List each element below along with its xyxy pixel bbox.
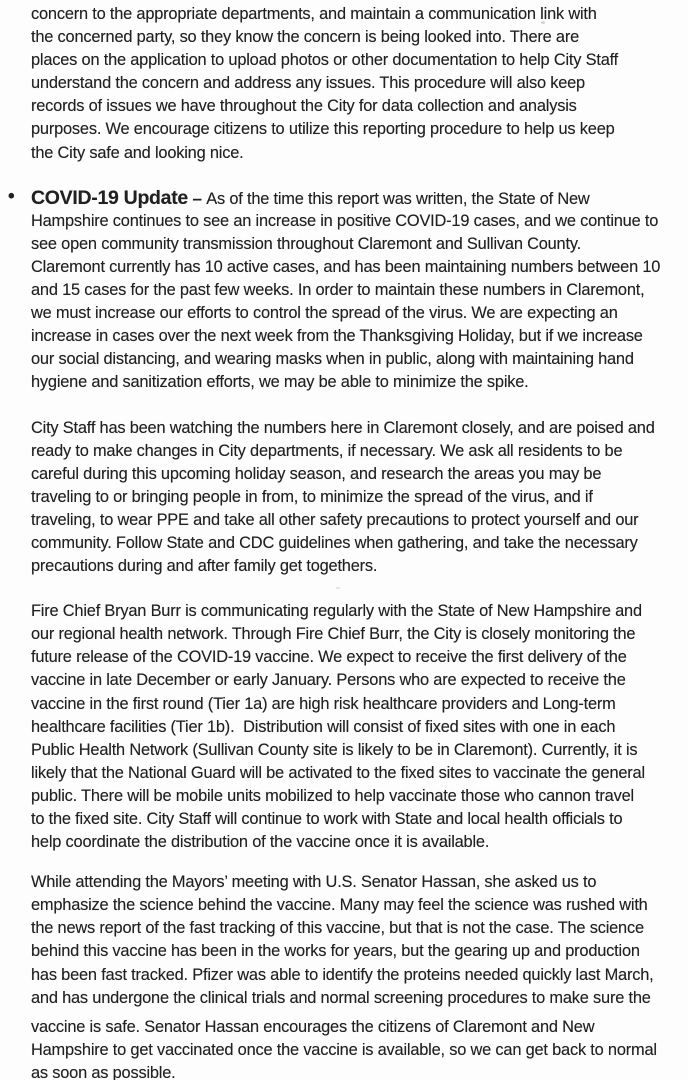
text-line: understand the concern and address any issues. This procedure will also keep bbox=[31, 74, 585, 93]
text-line: our regional health network. Through Fire Chief Burr, the City is closely monitoring the bbox=[31, 625, 636, 644]
covid-update-bullet-paragraph bbox=[8, 185, 686, 395]
text-line: Fire Chief Bryan Burr is communicating regularly with the State of New Hampshire and bbox=[31, 602, 642, 621]
text-line: likely that the National Guard will be activated to the fixed sites to vaccinate the general bbox=[31, 763, 645, 782]
text-line: see open community transmission throughout Claremont and Sullivan County. bbox=[31, 234, 581, 253]
text-line: to the fixed site. City Staff will continue to work with State and local health officials to bbox=[31, 810, 623, 828]
text-line: community. Follow State and CDC guidelines when gathering, and take the necessary bbox=[31, 533, 638, 552]
text-line: records of issues we have throughout the City for data collection and analysis bbox=[31, 97, 577, 116]
text-line: Claremont currently has 10 active cases, and has been maintaining numbers between 10 bbox=[31, 257, 661, 276]
text-line: increase in cases over the next week from the Thanksgiving Holiday, but if we increase bbox=[31, 327, 643, 346]
text-line: healthcare facilities (Tier 1b). Distribution will consist of fixed sites with one in each bbox=[31, 717, 616, 736]
text-line: Hampshire to get vaccinated once the vaccine is available, so we can get back to normal bbox=[31, 1040, 657, 1059]
text-line: traveling to or bringing people in from, to minimize the spread of the virus, and if bbox=[31, 487, 593, 506]
text-line: behind this vaccine has been in the works for years, but the gearing up and production bbox=[31, 942, 640, 961]
text-line: and has undergone the clinical trials and normal screening procedures to make sure the bbox=[31, 988, 651, 1007]
text-line: future release of the COVID-19 vaccine. We expect to receive the first delivery of the bbox=[31, 648, 627, 667]
city-staff-watching-paragraph bbox=[31, 417, 686, 579]
vaccine-distribution-paragraph bbox=[31, 600, 686, 854]
text-line: City Staff has been watching the numbers here in Claremont closely, and are poised and bbox=[31, 418, 655, 437]
text-line: our social distancing, and wearing masks when in public, along with maintaining hand bbox=[31, 350, 634, 369]
bullet-icon: • bbox=[8, 185, 15, 207]
text-line: vaccine in late December or early January. Persons who are expected to receive the bbox=[31, 671, 626, 690]
text-line: Hampshire continues to see an increase in positive COVID-19 cases, and we continue to bbox=[31, 211, 659, 230]
text-line: vaccine in the first round (Tier 1a) are high risk healthcare providers and Long-term bbox=[31, 694, 616, 713]
text-line: While attending the Mayors’ meeting with U.S. Senator Hassan, she asked us to bbox=[31, 873, 597, 892]
text-line: hygiene and sanitization efforts, we may be able to minimize the spike. bbox=[31, 373, 529, 392]
text-line: places on the application to upload photos or other documentation to help City Staff bbox=[31, 51, 619, 70]
text-line: and 15 cases for the past few weeks. In order to maintain these numbers in Claremont, bbox=[31, 281, 645, 300]
text-line: purposes. We encourage citizens to utilize this reporting procedure to help us keep bbox=[31, 120, 615, 139]
text-line: traveling, to wear PPE and take all other safety precautions to protect yourself and our bbox=[31, 510, 639, 529]
text-line: the news report of the fast tracking of this vaccine, but that is not the case. The science bbox=[31, 919, 644, 938]
vaccine-safety-paragraph bbox=[31, 1016, 686, 1080]
text-line: the City safe and looking nice. bbox=[31, 143, 244, 162]
text-line: has been fast tracked. Pfizer was able to identify the proteins needed quickly last March, bbox=[31, 965, 654, 984]
text-line: Public Health Network (Sullivan County site is likely to be in Claremont). Currently, it is bbox=[31, 740, 638, 759]
heading-separator: – bbox=[187, 188, 207, 208]
text-line: ready to make changes in City departments, if necessary. We ask all residents to be bbox=[31, 441, 623, 460]
text-line: as soon as possible. bbox=[31, 1063, 176, 1080]
text-line: public. There will be mobile units mobilized to help vaccinate those who cannon travel bbox=[31, 786, 634, 805]
senator-hassan-science-paragraph bbox=[31, 871, 686, 1010]
report-procedure-paragraph bbox=[31, 3, 686, 165]
text-line: concern to the appropriate departments, and maintain a communication link with bbox=[31, 5, 597, 23]
text-line: precautions during and after family get togethers. bbox=[31, 557, 378, 576]
text-line: emphasize the science behind the vaccine. Many may feel the science was rushed with bbox=[31, 896, 648, 915]
text-run: As of the time this report was written, the State of New bbox=[206, 189, 590, 208]
text-line: the concerned party, so they know the concern is being looked into. There are bbox=[31, 28, 579, 47]
text-line: we must increase our efforts to control the spread of the virus. We are expecting an bbox=[31, 304, 618, 323]
bullet-heading: COVID-19 Update bbox=[31, 186, 188, 209]
text-line: vaccine is safe. Senator Hassan encourages the citizens of Claremont and New bbox=[31, 1017, 595, 1036]
document-content bbox=[8, 3, 686, 1080]
text-line: help coordinate the distribution of the vaccine once it is available. bbox=[31, 833, 490, 852]
text-line bbox=[31, 187, 686, 210]
text-line: careful during this upcoming holiday season, and research the areas you may be bbox=[31, 464, 602, 483]
